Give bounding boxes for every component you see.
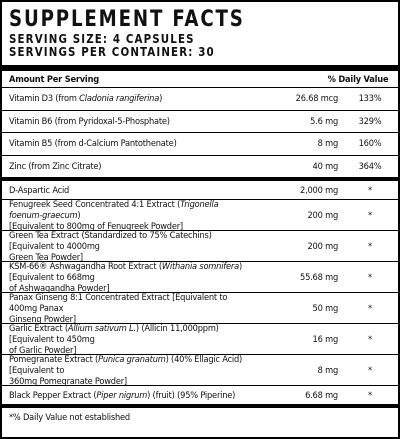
ingredient-daily-value: * (368, 184, 372, 196)
ingredient-text: Garlic Extract ( (9, 322, 68, 334)
ingredient-row (2, 324, 398, 354)
ingredient-row (2, 386, 398, 404)
ingredient-line-2: of Garlic Powder] (9, 344, 77, 356)
ingredient-row (2, 355, 398, 385)
nutrient-amount: 40 mg (312, 160, 338, 172)
ingredient-line-1 (9, 354, 246, 376)
serving-size: SERVING SIZE: 4 CAPSULES (9, 32, 195, 46)
ingredient-text-after: ) (40% Ellagic Acid) [Equivalent to (9, 353, 243, 376)
ingredient-daily-value: * (368, 240, 372, 252)
nutrient-amount: 8 mg (317, 138, 338, 150)
ingredient-latin-name: Punica granatum (98, 353, 166, 365)
ingredient-text: Fenugreek Seed Concentrated 4:1 Extract ( (9, 198, 181, 210)
ingredient-line-1 (9, 292, 246, 314)
daily-value-label: % Daily Value (327, 73, 389, 85)
ingredient-row (2, 181, 398, 199)
ingredient-amount: 2,000 mg (300, 184, 338, 196)
servings-per-container: SERVINGS PER CONTAINER: 30 (9, 45, 215, 59)
ingredient-row (2, 231, 398, 261)
nutrient-daily-value: 160% (358, 138, 382, 150)
ingredient-line-1 (9, 230, 246, 252)
ingredient-name (2, 199, 250, 232)
nutrient-row (2, 88, 398, 110)
ingredient-latin-name: Withania somnifera (161, 260, 239, 272)
ingredient-amount: 6.68 mg (305, 389, 338, 401)
nutrient-name (2, 138, 250, 149)
ingredient-text: Pomegranate Extract ( (9, 353, 99, 365)
ingredient-name (2, 185, 250, 196)
amount-per-serving-label: Amount Per Serving (9, 73, 99, 85)
ingredient-amount: 50 mg (312, 302, 338, 314)
nutrient-row (2, 156, 398, 178)
nutrient-amount: 26.68 mcg (295, 93, 338, 105)
ingredient-daily-value: * (368, 209, 372, 221)
ingredient-line-1 (9, 390, 246, 401)
ingredient-line-2: [Equivalent to 800mg of Fenugreek Powder] (9, 220, 183, 232)
ingredient-line-2: Green Tea Powder] (9, 251, 83, 263)
ingredient-text: Panax Ginseng 8:1 Concentrated Extract [Equivalent to 400mg Panax (9, 291, 228, 314)
ingredient-line-1 (9, 185, 246, 196)
ingredient-name (2, 354, 250, 387)
ingredient-name (2, 323, 250, 356)
nutrient-name-text: Zinc (from Zinc Citrate) (9, 160, 102, 172)
nutrient-row (2, 111, 398, 133)
ingredient-line-1 (9, 323, 246, 345)
ingredient-name (2, 390, 250, 401)
ingredient-amount: 55.68 mg (300, 271, 338, 283)
ingredient-latin-name: Allium sativum L. (67, 322, 136, 334)
ingredient-daily-value: * (368, 364, 372, 376)
ingredient-amount: 16 mg (312, 333, 338, 345)
nutrient-name-after: ) (159, 93, 163, 105)
ingredient-row (2, 262, 398, 292)
nutrient-amount: 5.6 mg (310, 115, 338, 127)
nutrient-name-text: Vitamin B5 (from d-Calcium Pantothenate) (9, 138, 177, 150)
nutrient-daily-value: 133% (358, 93, 382, 105)
ingredient-line-1 (9, 261, 246, 283)
table-header (2, 71, 398, 87)
ingredient-daily-value: * (368, 271, 372, 283)
ingredient-text-after: ) (77, 209, 81, 221)
footnote: *% Daily Value not established (9, 411, 130, 423)
nutrient-row (2, 133, 398, 155)
ingredient-line-2: of Ashwagandha Powder] (9, 282, 110, 294)
nutrient-daily-value: 364% (358, 160, 382, 172)
ingredient-row (2, 200, 398, 230)
ingredient-text-after: ) [Equivalent to 668mg (9, 260, 242, 283)
ingredient-line-2: Ginseng Powder] (9, 313, 76, 325)
ingredient-name (2, 261, 250, 294)
nutrient-name (2, 116, 250, 127)
ingredient-text-after: ) (fruit) (95% Piperine) (147, 389, 236, 401)
ingredient-daily-value: * (368, 302, 372, 314)
ingredient-name (2, 292, 250, 325)
ingredient-amount: 200 mg (307, 240, 338, 252)
panel-title: SUPPLEMENT FACTS (9, 7, 245, 32)
ingredient-text: KSM-66® Ashwagandha Root Extract ( (9, 260, 162, 272)
ingredient-rows (2, 181, 398, 404)
nutrient-daily-value: 329% (358, 115, 382, 127)
ingredient-text: Green Tea Extract (Standardized to 75% Catechins) [Equivalent to 4000mg (9, 229, 212, 252)
ingredient-row (2, 293, 398, 323)
ingredient-latin-name: Piper nigrum (96, 389, 148, 401)
ingredient-daily-value: * (368, 333, 372, 345)
ingredient-name (2, 230, 250, 263)
ingredient-amount: 200 mg (307, 209, 338, 221)
nutrient-name (2, 161, 250, 172)
ingredient-daily-value: * (368, 389, 372, 401)
ingredient-text: D-Aspartic Acid (9, 184, 70, 196)
nutrient-name-text: Vitamin D3 (from (9, 93, 80, 105)
nutrient-source-italic: Cladonia rangiferina (79, 93, 160, 105)
ingredient-line-1 (9, 199, 246, 221)
ingredient-amount: 8 mg (317, 364, 338, 376)
nutrient-name (2, 93, 250, 104)
ingredient-text-after: ) (Allicin 11,000ppm) [Equivalent to 450mg (9, 322, 219, 345)
footnote-row (2, 408, 398, 426)
ingredient-text: Black Pepper Extract ( (9, 389, 97, 401)
nutrient-name-text: Vitamin B6 (from Pyridoxal-5-Phosphate) (9, 115, 170, 127)
ingredient-latin-name: Trigonella foenum-graecum (9, 198, 219, 221)
vitamin-rows (2, 88, 398, 177)
ingredient-line-2: 360mg Pomegranate Powder] (9, 375, 127, 387)
